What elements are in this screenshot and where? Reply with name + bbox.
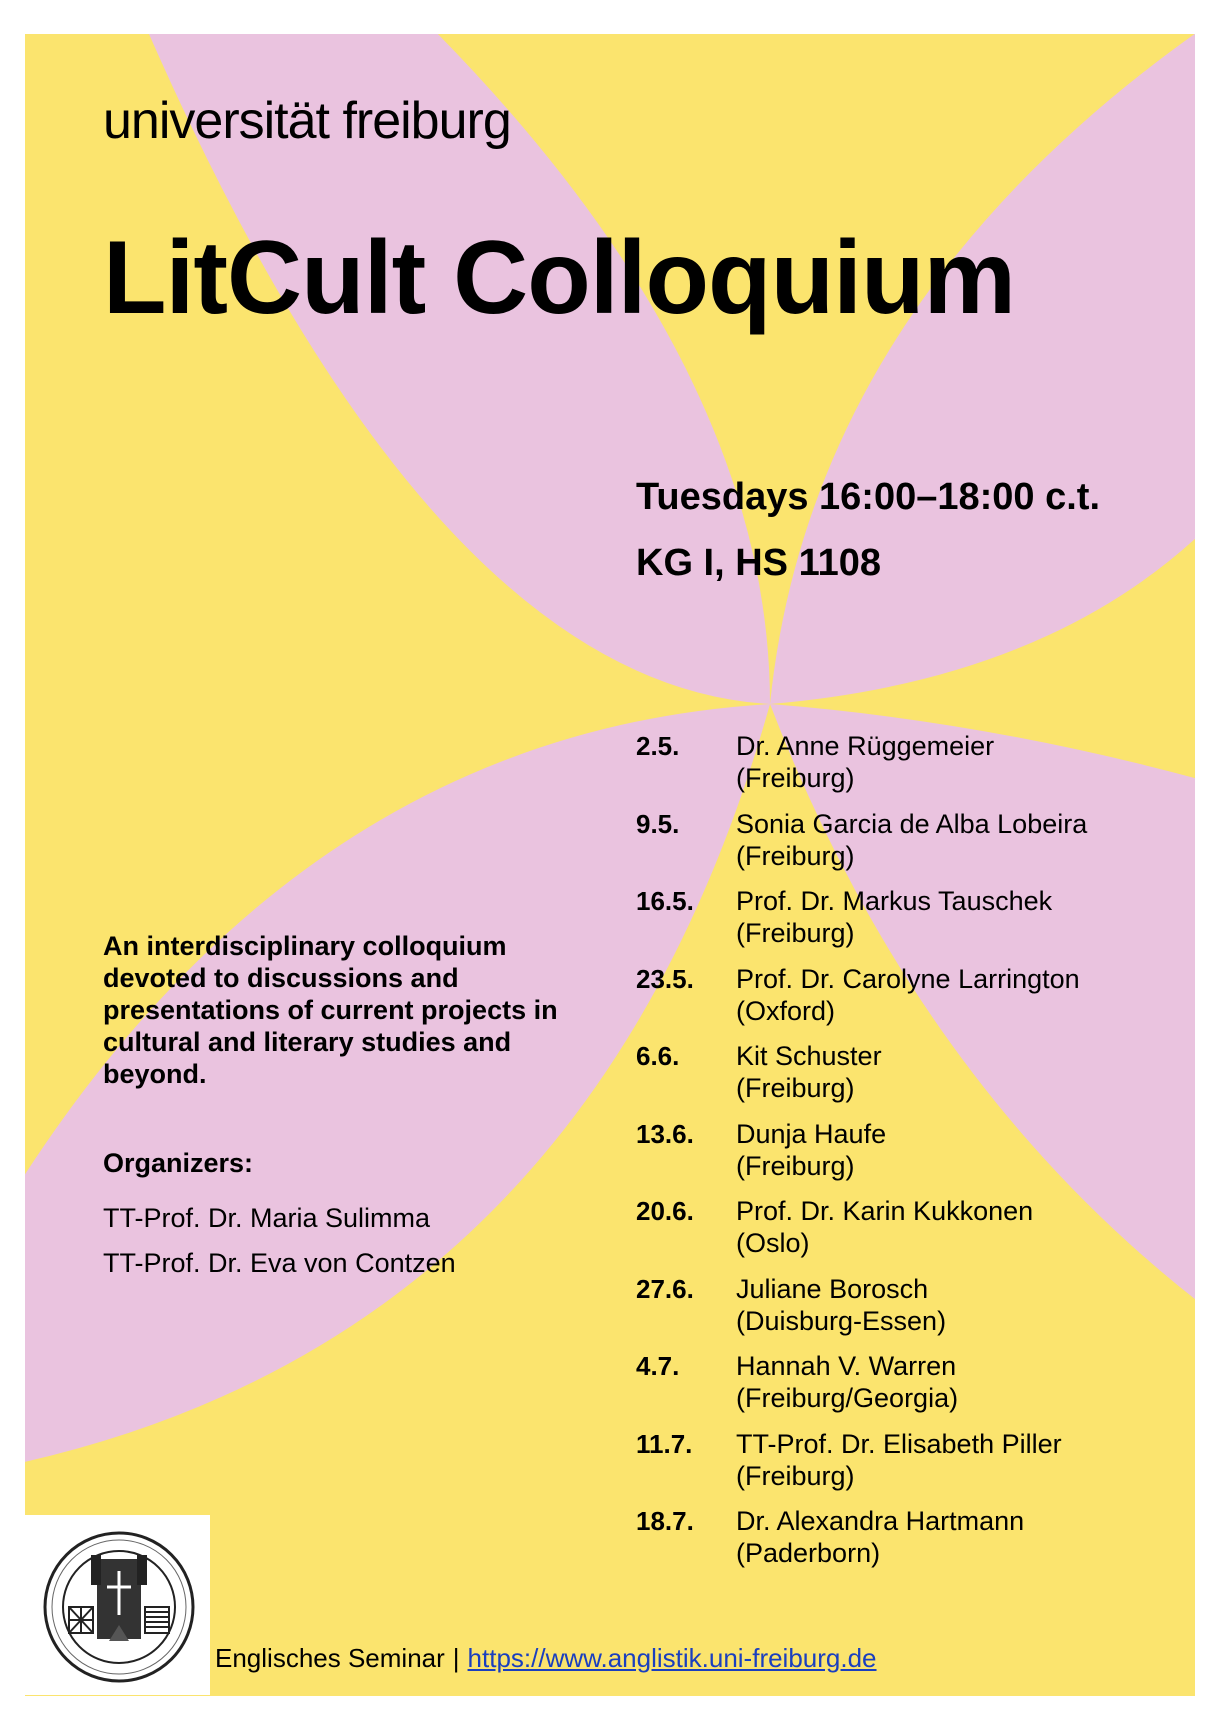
talk-date: 18.7. bbox=[636, 1506, 694, 1536]
organizer-name: TT-Prof. Dr. Eva von Contzen bbox=[103, 1248, 456, 1278]
talk-affiliation: (Paderborn) bbox=[736, 1538, 881, 1568]
talk-date: 13.6. bbox=[636, 1118, 694, 1149]
talk-speaker: Prof. Dr. Karin Kukkonen bbox=[736, 1196, 1034, 1226]
talk-affiliation: (Freiburg) bbox=[736, 918, 855, 948]
talk-date: 23.5. bbox=[636, 963, 694, 994]
talk-speaker: Dr. Alexandra Hartmann bbox=[736, 1506, 1025, 1536]
footer-website-link[interactable]: https://www.anglistik.uni-freiburg.de bbox=[467, 1643, 877, 1673]
footer bbox=[215, 1645, 877, 1671]
talk-speaker: TT-Prof. Dr. Elisabeth Piller bbox=[736, 1428, 1062, 1459]
talk-item bbox=[636, 1040, 1196, 1118]
university-logo: universität freiburg bbox=[103, 92, 511, 150]
talk-speaker: Dr. Anne Rüggemeier bbox=[736, 731, 995, 761]
seal-container bbox=[25, 1515, 210, 1695]
talk-item bbox=[636, 1350, 1196, 1428]
talk-item bbox=[636, 963, 1196, 1041]
talk-affiliation: (Oslo) bbox=[736, 1228, 810, 1258]
talk-affiliation: (Oxford) bbox=[736, 995, 836, 1026]
talk-speaker: Hannah V. Warren bbox=[736, 1351, 957, 1381]
talk-date: 20.6. bbox=[636, 1196, 694, 1226]
organizer-name: TT-Prof. Dr. Maria Sulimma bbox=[103, 1203, 431, 1233]
talk-date: 6.6. bbox=[636, 1041, 680, 1071]
organizers-heading: Organizers: bbox=[103, 1148, 254, 1178]
talk-item bbox=[636, 730, 1196, 808]
colloquium-description: An interdisciplinary colloquium devoted to discussions and presentations of current projects in cultural and literary studies and beyond. bbox=[103, 931, 558, 1089]
footer-department: Englisches Seminar bbox=[215, 1643, 445, 1673]
talk-date: 9.5. bbox=[636, 808, 680, 839]
talk-affiliation: (Freiburg) bbox=[736, 763, 855, 793]
talk-speaker: Dunja Haufe bbox=[736, 1118, 887, 1149]
talk-speaker: Prof. Dr. Markus Tauschek bbox=[736, 886, 1053, 916]
talk-date: 2.5. bbox=[636, 731, 680, 761]
talk-affiliation: (Freiburg) bbox=[736, 1150, 855, 1181]
talk-item bbox=[636, 1195, 1196, 1273]
talk-affiliation: (Freiburg) bbox=[736, 840, 855, 871]
event-time: Tuesdays 16:00–18:00 c.t. bbox=[636, 476, 1101, 518]
talk-item bbox=[636, 1505, 1196, 1583]
talk-item bbox=[636, 1428, 1196, 1506]
talk-speaker: Prof. Dr. Carolyne Larrington bbox=[736, 963, 1080, 994]
talk-date: 16.5. bbox=[636, 886, 694, 916]
organizer-list bbox=[103, 1196, 456, 1286]
talk-affiliation: (Freiburg/Georgia) bbox=[736, 1383, 959, 1413]
talk-date: 11.7. bbox=[636, 1428, 693, 1459]
talk-item bbox=[636, 808, 1196, 886]
page-title: LitCult Colloquium bbox=[103, 220, 1016, 336]
talk-date: 4.7. bbox=[636, 1351, 680, 1381]
talk-item bbox=[636, 1273, 1196, 1351]
talk-date: 27.6. bbox=[636, 1273, 694, 1304]
talk-speaker: Juliane Borosch bbox=[736, 1273, 929, 1304]
event-location: KG I, HS 1108 bbox=[636, 542, 882, 584]
talk-affiliation: (Freiburg) bbox=[736, 1073, 855, 1103]
university-seal-icon bbox=[25, 1515, 210, 1695]
talk-speaker: Sonia Garcia de Alba Lobeira bbox=[736, 808, 1088, 839]
talk-item bbox=[636, 885, 1196, 963]
footer-separator: | bbox=[452, 1643, 460, 1673]
talk-affiliation: (Freiburg) bbox=[736, 1460, 855, 1491]
talk-schedule bbox=[636, 730, 1196, 1583]
talk-item bbox=[636, 1118, 1196, 1196]
talk-affiliation: (Duisburg-Essen) bbox=[736, 1305, 947, 1336]
talk-speaker: Kit Schuster bbox=[736, 1041, 882, 1071]
